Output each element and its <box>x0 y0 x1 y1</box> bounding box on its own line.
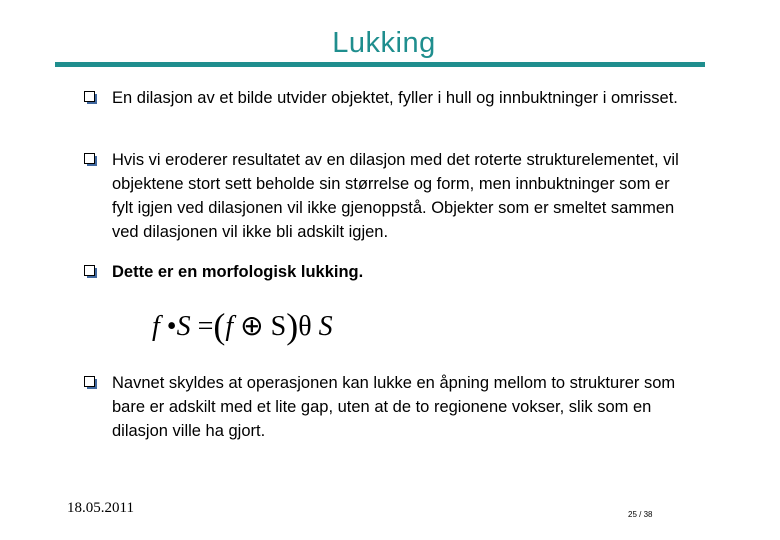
checkbox-square-icon <box>84 153 97 166</box>
formula-s2: S <box>270 311 287 342</box>
formula-s1: S <box>176 311 191 342</box>
bullet-1-text: En dilasjon av et bilde utvider objektet, fyller i hull og innbuktninger i omrisset. <box>112 89 678 107</box>
formula-f2: f <box>225 311 234 342</box>
title-underline <box>55 62 705 67</box>
formula-theta: θ <box>298 311 312 342</box>
closing-formula <box>152 305 333 347</box>
formula-close-paren: ) <box>286 306 299 346</box>
formula-dot: • <box>166 311 177 342</box>
checkbox-square-icon <box>84 91 97 104</box>
bullet-2 <box>84 148 694 244</box>
bullet-4-text: Navnet skyldes at operasjonen kan lukke en åpning mellom to strukturer som bare er adskilt med et lite gap, uten at de to regionene vokser, slik som en dilasjon ville ha gjort. <box>112 374 676 440</box>
page-number: 25 / 38 <box>628 510 653 519</box>
bullet-4 <box>84 371 694 443</box>
checkbox-square-icon <box>84 265 97 278</box>
formula-s3: S <box>318 311 333 342</box>
formula-open-paren: ( <box>213 306 226 346</box>
formula-eq: = <box>197 311 214 342</box>
checkbox-square-icon <box>84 376 97 389</box>
bullet-2-text: Hvis vi eroderer resultatet av en dilasjon med det roterte strukturelementet, vil objektene stort sett beholde sin størrelse og form, men innbuktninger som er fylt igjen ved dilasjonen vil ikke gjenoppstå. Objekter som er smeltet sammen ved dilasjonen vil ikke bli adskilt igjen. <box>112 151 679 241</box>
bullet-3 <box>84 260 694 284</box>
slide-title: Lukking <box>332 27 436 59</box>
bullet-3-text: Dette er en morfologisk lukking. <box>112 263 364 281</box>
bullet-1 <box>84 86 694 110</box>
formula-oplus: ⊕ <box>240 311 264 342</box>
footer-date: 18.05.2011 <box>67 500 134 516</box>
formula-f: f <box>152 311 160 342</box>
